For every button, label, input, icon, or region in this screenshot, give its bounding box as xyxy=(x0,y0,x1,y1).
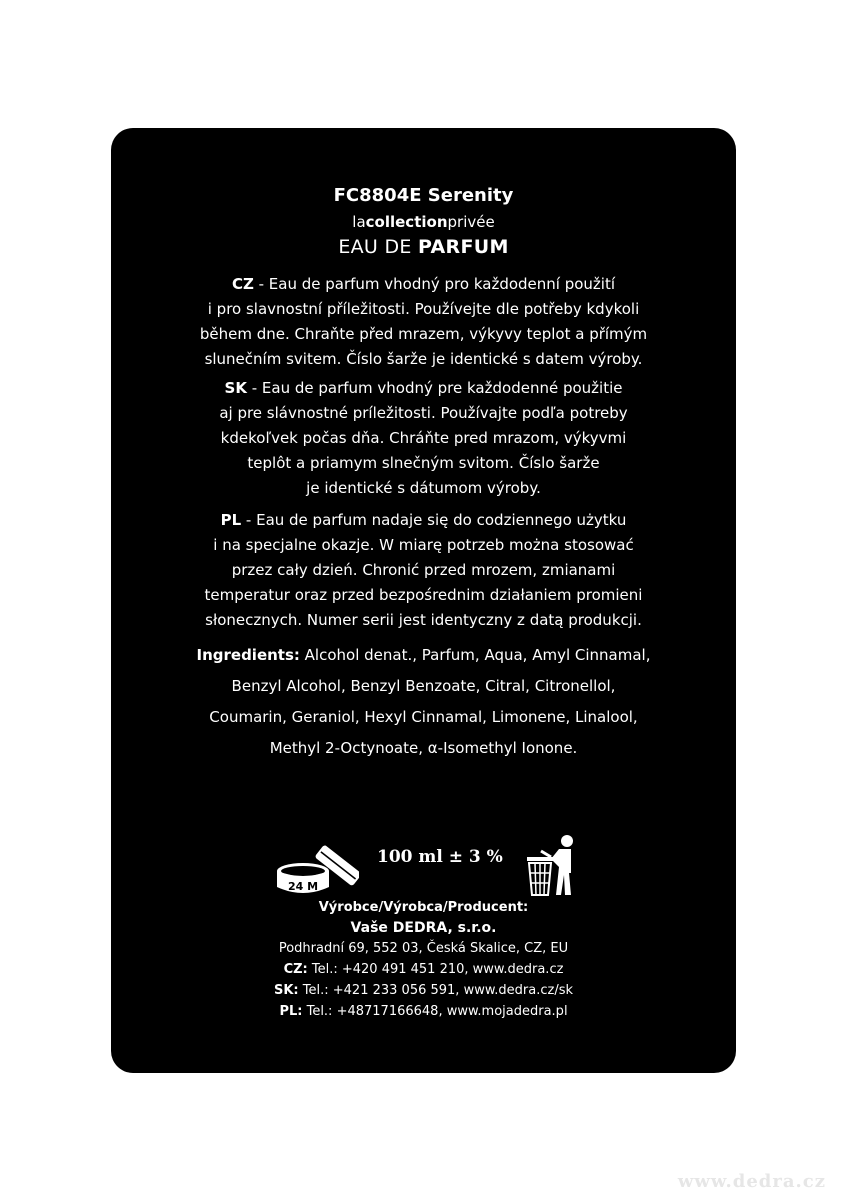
ingredients xyxy=(111,640,736,764)
open-jar-icon xyxy=(275,843,359,899)
volume-label: 100 ml ± 3 % xyxy=(377,847,503,867)
lang-code-cz: CZ xyxy=(231,275,254,293)
ingredients-line: Benzyl Alcohol, Benzyl Benzoate, Citral, Citronellol, xyxy=(231,677,616,695)
producer-contacts xyxy=(111,938,736,1022)
brand-suffix: privée xyxy=(447,213,495,231)
description-line: teplôt a priamym slnečným svitom. Číslo šarže xyxy=(247,454,600,472)
producer-company: Vaše DEDRA, s.r.o. xyxy=(350,920,497,936)
contact-line-sk: SK: Tel.: +421 233 056 591, www.dedra.cz/sk xyxy=(274,983,573,998)
brand-prefix: la xyxy=(352,213,366,231)
product-type xyxy=(111,234,736,260)
description-line: během dne. Chraňte před mrazem, výkyvy teplot a přímým xyxy=(199,325,648,343)
description-line: kdekoľvek počas dňa. Chráňte pred mrazom, výkyvmi xyxy=(220,429,627,447)
pao-label: 24 M xyxy=(287,880,319,893)
description-line: temperatur oraz przed bezpośrednim działaniem promieni xyxy=(204,586,643,604)
lang-code-pl: PL xyxy=(220,511,242,529)
contact-line-cz: CZ: Tel.: +420 491 451 210, www.dedra.cz xyxy=(283,962,564,977)
product-label xyxy=(111,128,736,1073)
brand-bold: collection xyxy=(365,213,448,231)
description-line: przez cały dzień. Chronić przed mrozem, zmianami xyxy=(231,561,616,579)
ingredients-line: Ingredients: Alcohol denat., Parfum, Aqua, Amyl Cinnamal, xyxy=(196,646,651,664)
description-cz xyxy=(111,272,736,372)
description-line: je identické s dátumom výroby. xyxy=(306,479,541,497)
description-pl xyxy=(111,508,736,633)
description-sk xyxy=(111,376,736,501)
lang-code-sk: SK xyxy=(224,379,247,397)
description-line: CZ - Eau de parfum vhodný pro každodenní použití xyxy=(231,275,616,293)
watermark: www.dedra.cz xyxy=(677,1171,826,1192)
product-type-bold: PARFUM xyxy=(418,236,509,258)
ingredients-line: Coumarin, Geraniol, Hexyl Cinnamal, Limonene, Linalool, xyxy=(209,708,638,726)
producer-address: Podhradní 69, 552 03, Česká Skalice, CZ, EU xyxy=(278,941,569,956)
description-line: i pro slavnostní příležitosti. Používejte dle potřeby kdykoli xyxy=(207,300,640,318)
description-line: i na specjalne okazje. W miarę potrzeb można stosować xyxy=(213,536,634,554)
tidyman-bin-icon xyxy=(525,833,579,897)
description-line: słonecznych. Numer serii jest identyczny z datą produkcji. xyxy=(205,611,642,629)
product-title: FC8804E Serenity xyxy=(333,185,514,206)
product-type-prefix: EAU DE xyxy=(338,236,419,258)
brand-name xyxy=(111,212,736,232)
description-line: aj pre slávnostné príležitosti. Používajte podľa potreby xyxy=(219,404,628,422)
description-line: slunečním svitem. Číslo šarže je identické s datem výroby. xyxy=(204,350,643,368)
ingredients-label: Ingredients: xyxy=(196,646,300,664)
description-line: SK - Eau de parfum vhodný pre každodenné použitie xyxy=(224,379,623,397)
description-line: PL - Eau de parfum nadaje się do codziennego użytku xyxy=(220,511,627,529)
ingredients-line: Methyl 2-Octynoate, α-Isomethyl Ionone. xyxy=(269,739,578,757)
contact-line-pl: PL: Tel.: +48717166648, www.mojadedra.pl xyxy=(279,1004,568,1019)
producer-heading: Výrobce/Výrobca/Producent: xyxy=(318,900,529,915)
